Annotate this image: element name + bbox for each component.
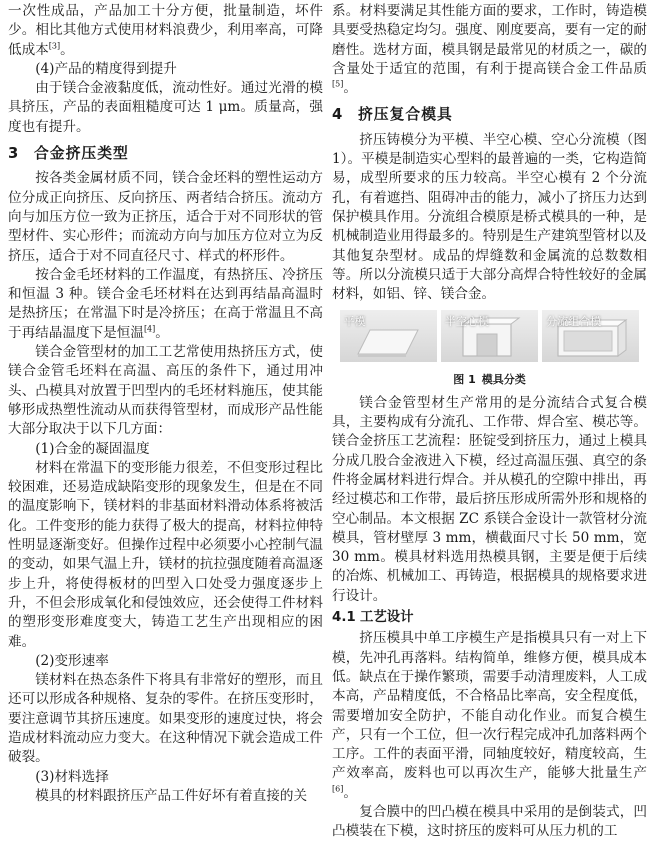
paragraph: 材料在常温下的变形能力很差，不但变形过程比较困难，还易造成缺陷变形的现象发生，但是在不同的温度影响下，镁材料的非基面材料滑动体系将被活化。工件变形的能力获得了极大的提高，材料拉伸特性明显逐渐变好。但操作过程中必须要小心控制气温的变动，如果气温上升，镁材的抗拉强度随着高温逐步上升，将使得板材的凹型入口处受力强度逐步上升，不但会形成氧化和侵蚀效应，还会使得工件材料的塑形变形难度变大，铸造工艺生产出现相应的困难。 [8, 459, 323, 650]
paragraph [8, 2, 323, 60]
figure [332, 310, 647, 389]
list-item-title: (2)变形速率 [35, 652, 109, 669]
right-column [332, 2, 647, 842]
left-column [8, 2, 323, 806]
paragraph: 复合膜中的凹凸模在模具中采用的是倒装式，凹凸模装在下模，这时挤压的废料可从压力机的工 [332, 803, 647, 840]
punctuation: 。 [343, 784, 357, 801]
panel-label: 分流组合模 [546, 315, 602, 329]
section-number: 4 [332, 106, 344, 124]
section-heading [8, 144, 323, 163]
paragraph-text: 挤压模具中单工序模生产是指模具只有一对上下模，先冲孔再落料。结构简单，维修方便，模具成本低。缺点在于操作繁琐，需要手动清理废料，人工成本高，产品精度低，不合格品比率高，安全程度低，需要增加安全防护，不能自动化作业。而复合模生产，只有一个工位，但一次行程完成冲孔加落料两个工序。工件的表面平滑，同轴度较好，精度较高，生产效率高，废料也可以再次生产，能够大批量生产 [332, 630, 647, 782]
panel-label: 平模 [343, 315, 366, 329]
figure-image [340, 310, 640, 362]
paragraph: 按各类金属材质不同，镁合金坯料的塑性运动方位分成正向挤压、反向挤压、两者结合挤压。流动方向与加压方位一致为正挤压，适合于对不同形状的管型材件、实心形件；而流动方向与加压方位对立为反挤压，适合于对不同直径尺寸、样式的杯形件。 [8, 170, 323, 264]
figure-caption [332, 370, 647, 389]
paragraph: 由于镁合金液黏度低，流动性好。通过光滑的模具挤压，产品的表面粗糙度可达 1 μm。质量高，强度也有提升。 [8, 80, 323, 135]
paragraph: 镁合金管型材的加工工艺常使用热挤压方式，使镁合金管毛坯料在高温、高压的条件下，通过用冲头、凸模具对放置于凹型内的毛坯材料施压，使其能够形成热塑性流动从而获得管型材，而成形产品性能大部分取决于以下几方面： [8, 344, 323, 438]
section-number: 3 [8, 145, 20, 163]
citation: [6] [332, 784, 344, 794]
list-item-title: (1)合金的凝固温度 [35, 440, 150, 457]
list-item-title: (3)材料选择 [35, 768, 109, 785]
paragraph: 镁合金管型材生产常用的是分流结合式复合模具，主要构成有分流孔、工作带、焊合室、模芯等。镁合金挤压工艺流程：胚锭受到挤压力，通过上模具分成几股合金液进入下模，经过高温压强、真空的条件将金属材料进行焊合。并从模孔的空隙中排出，再经过模芯和工作带，最后挤压形成所需外形和规格的空心制品。本文根据 ZC 系镁合金设计一款管材分流模具，管材壁厚 3 mm，横截面尺寸长 50 mm，宽30 mm。模具材料选用热模具钢，主要是便于后续的冶炼、机械加工、再铸造，根据模具的规格要求进行设计。 [332, 394, 647, 604]
paragraph: 模具的材料跟挤压产品工件好坏有着直接的关 [35, 787, 308, 804]
paragraph-text: 系。材料要满足其性能方面的要求，工作时，铸造模具要受热稳定均匀。强度、刚度要高，要有一定的耐磨性。选材方面，模具钢是最常见的材质之一，碳的含量处于适宜的范围，有利于提高镁合金工件品质 [332, 3, 647, 77]
figure-caption-text: 模具分类 [481, 373, 526, 387]
paragraph [332, 2, 647, 98]
citation: [4] [143, 324, 156, 334]
list-item-title: (4)产品的精度得到提升 [35, 60, 177, 77]
figure-panel-semi-hollow-die [441, 310, 538, 362]
figure-number: 图 1 [453, 373, 476, 387]
figure-panel-porthole-die [542, 310, 639, 362]
subsection-number: 4.1 [332, 610, 356, 626]
panel-label: 半空心模 [444, 315, 489, 329]
paragraph [8, 266, 323, 343]
section-title: 挤压复合模具 [358, 106, 453, 124]
punctuation: 。 [60, 41, 74, 58]
citation: [5] [332, 79, 344, 89]
punctuation: 。 [155, 324, 169, 341]
subsection-heading [332, 608, 647, 627]
section-heading [332, 105, 647, 124]
section-title: 合金挤压类型 [34, 145, 129, 163]
paragraph-text: 按合金毛坯材料的工作温度，有热挤压、冷挤压和恒温 3 种。镁合金毛坯材料在达到再结晶高温时是热挤压；在常温下时是冷挤压；在高于常温且不高于再结晶温度下是恒温 [8, 266, 323, 341]
paragraph: 镁材料在热态条件下将具有非常好的塑形，而且还可以形成各种规格、复杂的零件。在挤压变形时，要注意调节其挤压速度。如果变形的速度过快，将会造成材料流动应力变大。在这种情况下就会造成工件破裂。 [8, 672, 323, 766]
punctuation: 。 [343, 80, 357, 97]
figure-panel-flat-die [340, 310, 437, 362]
paragraph: 挤压铸模分为平模、半空心模、空心分流模（图1）。平模是制造实心型料的最普遍的一类，它构造简易，成型所要求的压力较高。半空心模有 2 个分流孔，有着遮挡、阻碍冲击的能力，减小了挤压力达到保护模具作用。分流组合模原是桥式模具的一种，是机械制造业用得最多的。特别是生产建筑型管材以及其他复杂型材。成品的焊缝数和金属流的总数数相等。所以分流模只适于大部分高焊合特性较好的金属材料，如铝、锌、镁合金。 [332, 131, 647, 303]
paragraph-text: 一次性成品，产品加工十分方便，批量制造，坏件少。相比其他方式使用材料浪费少，利用率高，可降低成本 [8, 3, 323, 58]
paragraph [332, 629, 647, 803]
subsection-title: 工艺设计 [360, 610, 414, 626]
citation: [3] [48, 41, 61, 51]
